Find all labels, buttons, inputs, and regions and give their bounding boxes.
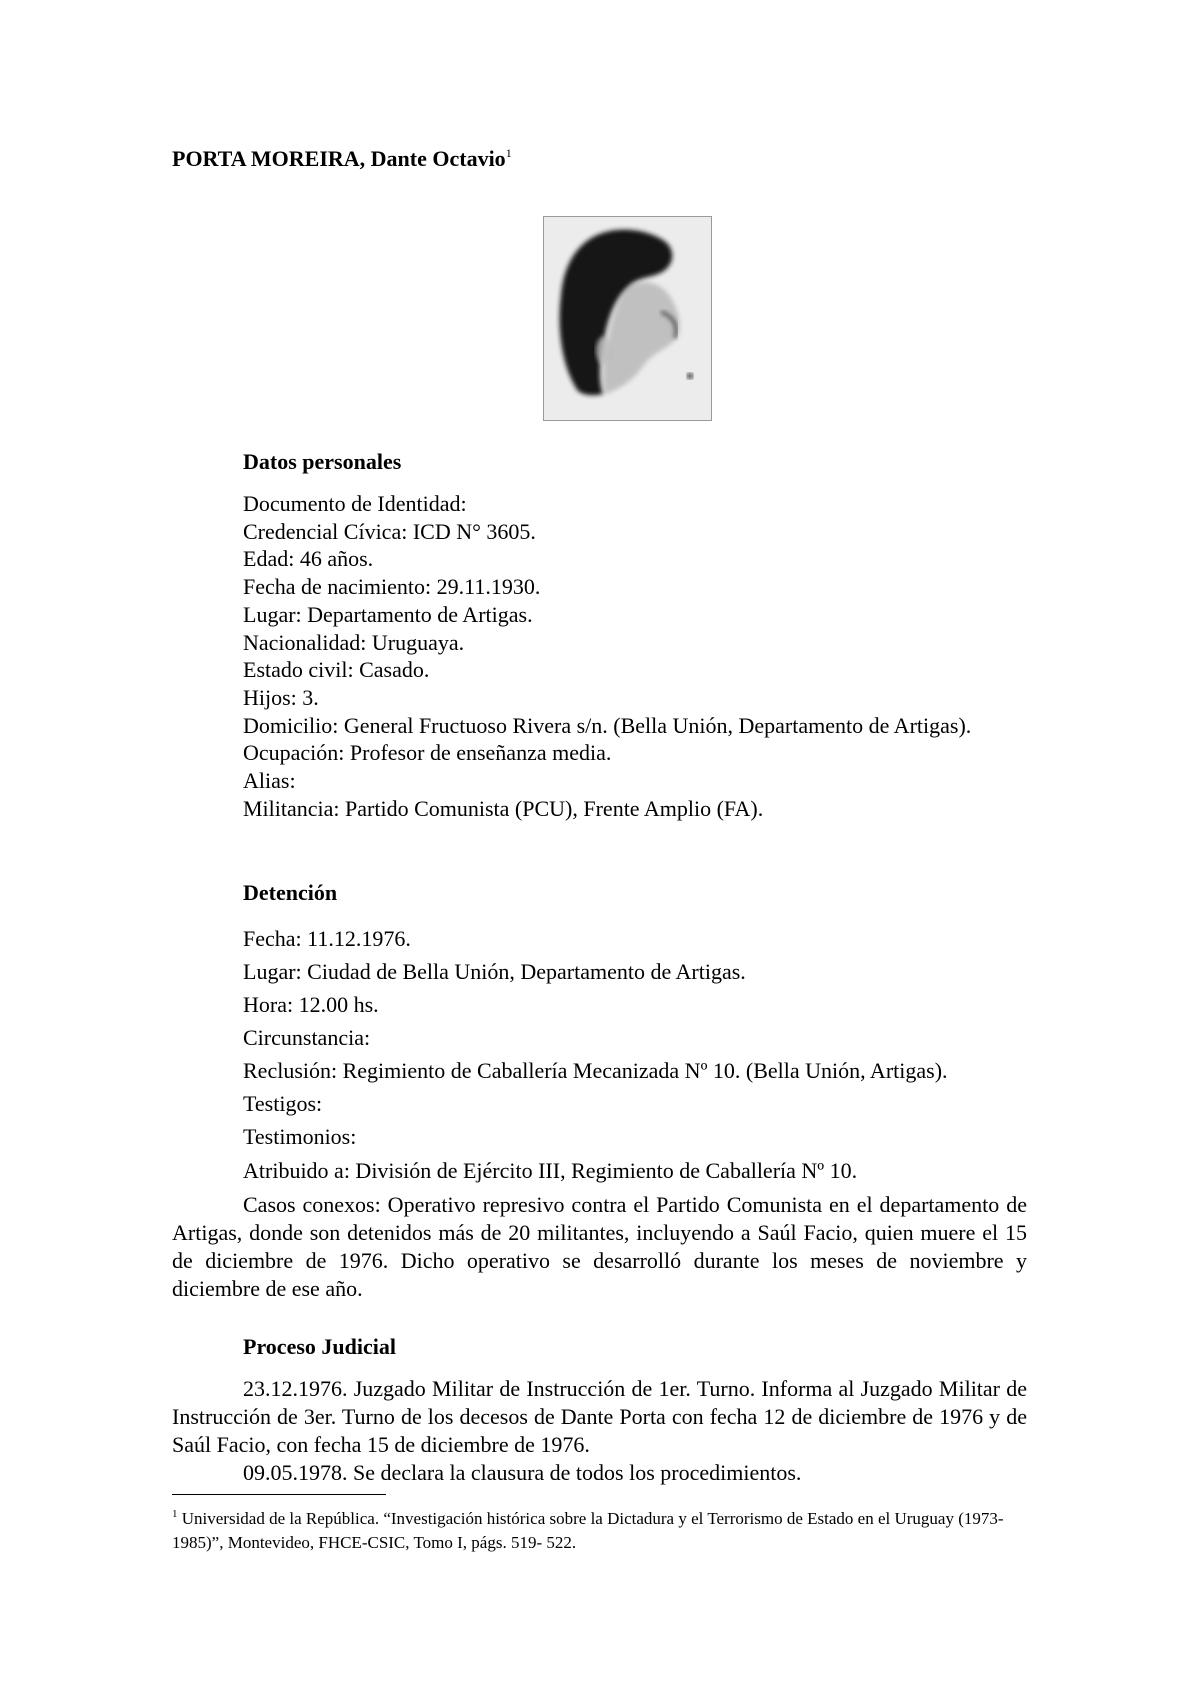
page-title <box>172 146 512 172</box>
title-text: PORTA MOREIRA, Dante Octavio <box>172 146 506 171</box>
datos-line: Nacionalidad: Uruguaya. <box>243 629 465 655</box>
datos-line: Militancia: Partido Comunista (PCU), Frente Amplio (FA). <box>243 795 764 821</box>
detencion-line: Circunstancia: <box>243 1025 371 1050</box>
datos-list <box>243 490 1027 822</box>
footnote-separator <box>172 1494 386 1495</box>
datos-line: Fecha de nacimiento: 29.11.1930. <box>243 574 541 600</box>
detencion-line: Testimonios: <box>243 1124 357 1149</box>
datos-line: Alias: <box>243 768 296 794</box>
datos-line: Credencial Cívica: ICD N° 3605. <box>243 518 536 544</box>
proceso-heading: Proceso Judicial <box>243 1334 396 1359</box>
detencion-line: Lugar: Ciudad de Bella Unión, Departamento de Artigas. <box>243 959 746 984</box>
datos-line: Lugar: Departamento de Artigas. <box>243 601 533 627</box>
datos-line: Estado civil: Casado. <box>243 657 430 683</box>
footnote-text: Universidad de la República. “Investigación histórica sobre la Dictadura y el Terrorismo de Estado en el Uruguay (1973-1985)”, Montevideo, FHCE-CSIC, Tomo I, págs. 519- 522. <box>172 1509 1004 1552</box>
detencion-line: Atribuido a: División de Ejército III, Regimiento de Caballería Nº 10. <box>243 1158 858 1183</box>
datos-line: Hijos: 3. <box>243 684 319 710</box>
detencion-line: Hora: 12.00 hs. <box>243 992 379 1017</box>
proceso-paragraph: 23.12.1976. Juzgado Militar de Instrucción de 1er. Turno. Informa al Juzgado Militar de Instrucción de 3er. Turno de los decesos de Dante Porta con fecha 12 de diciembre de 1976 y de Saúl Facio, con fecha 15 de diciembre de 1976. <box>172 1376 1027 1457</box>
detencion-line: Reclusión: Regimiento de Caballería Mecanizada Nº 10. (Bella Unión, Artigas). <box>243 1058 948 1083</box>
portrait-photo <box>543 216 712 421</box>
detencion-line: Fecha: 11.12.1976. <box>243 926 411 951</box>
footnote-marker: 1 <box>505 146 512 160</box>
casos-conexos-paragraph: Casos conexos: Operativo represivo contra el Partido Comunista en el departamento de Artigas, donde son detenidos más de 20 militantes, incluyendo a Saúl Facio, quien muere el 15 de diciembre de 1976. Dicho operativo se desarrolló durante los meses de noviembre y diciembre de ese año. <box>172 1192 1027 1301</box>
datos-line: Documento de Identidad: <box>243 491 467 516</box>
proceso-paragraph: 09.05.1978. Se declara la clausura de todos los procedimientos. <box>243 1460 802 1485</box>
datos-line: Domicilio: General Fructuoso Rivera s/n. (Bella Unión, Departamento de Artigas). <box>243 712 972 738</box>
datos-line: Edad: 46 años. <box>243 546 374 572</box>
datos-line: Ocupación: Profesor de enseñanza media. <box>243 740 612 766</box>
detencion-heading: Detención <box>243 880 338 905</box>
datos-heading: Datos personales <box>243 449 402 474</box>
footnote-number: 1 <box>172 1508 178 1520</box>
detencion-line: Testigos: <box>243 1091 323 1116</box>
footnote <box>172 1502 1027 1555</box>
